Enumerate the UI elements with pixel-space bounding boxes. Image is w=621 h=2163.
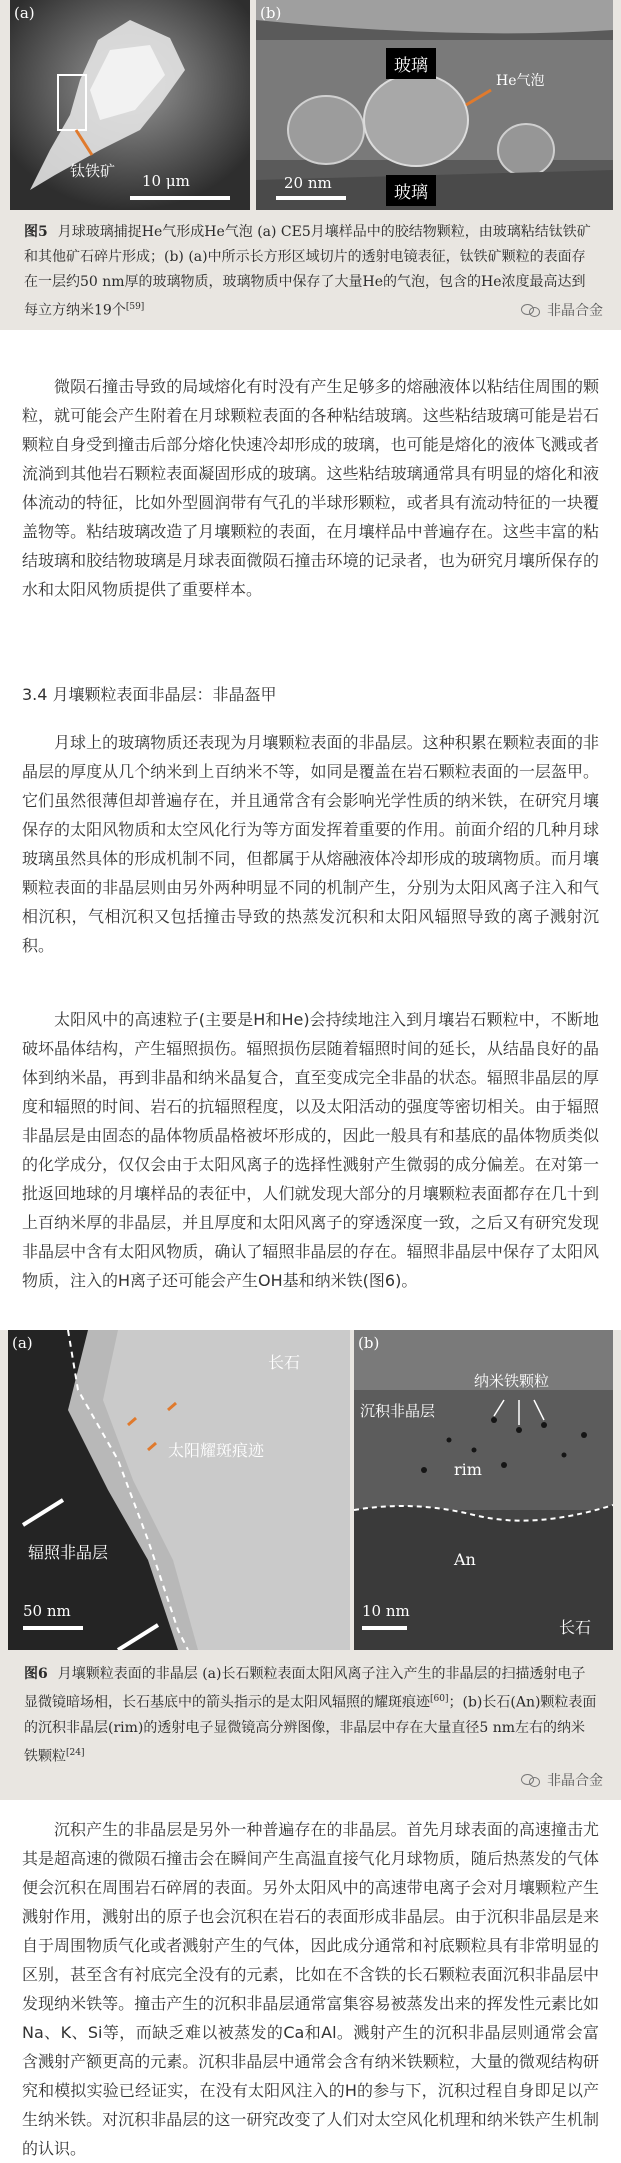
an-label: An (454, 1550, 476, 1569)
glass-label-top: 玻璃 (386, 48, 436, 79)
figure-number-6: 图6 (24, 1666, 48, 1682)
ilmenite-label: 钛铁矿 (70, 162, 116, 180)
figure-5 (0, 0, 621, 330)
scale-bar-label-6b: 10 nm (362, 1602, 410, 1620)
figure-6 (0, 1330, 621, 1800)
glass-label-bottom: 玻璃 (386, 175, 436, 206)
he-bubble-label: He气泡 (496, 73, 545, 89)
figure-6-caption (24, 1662, 597, 1769)
deposition-layer-label: 沉积非晶层 (360, 1402, 436, 1420)
scale-bar-label-b: 20 nm (284, 174, 332, 192)
figure-6-panel-a (8, 1330, 350, 1650)
caption-text-part1: 月壤颗粒表面的非晶层 (a)长石颗粒表面太阳风离子注入产生的非晶层的扫描透射电子显微镜暗场相，长石基底中的箭头指示的是太阳风辐照的耀斑痕迹 (24, 1666, 586, 1711)
feldspar-label-b: 长石 (559, 1618, 592, 1637)
citation-ref: [59] (125, 302, 145, 312)
panel-b-label-6: (b) (358, 1334, 380, 1352)
wechat-icon (521, 1773, 541, 1787)
figure-5-panel-a (10, 0, 250, 210)
nanophase-iron-label: 纳米铁颗粒 (474, 1372, 550, 1390)
caption-text-part2: ；(b)长石(An)颗粒表面的沉积非晶层(rim)的透射电子显微镜高分辨图像，非晶层中存在大量直径5 nm左右的纳米铁颗粒 (24, 1694, 597, 1765)
figure-5-caption (24, 220, 597, 324)
figure-5-panel-b (256, 0, 613, 210)
watermark-text: 非晶合金 (547, 303, 603, 319)
scale-bar-label: 10 μm (142, 172, 190, 190)
watermark-6 (521, 1770, 603, 1790)
citation-ref-1: [60] (430, 1694, 449, 1704)
section-heading: 3.4 月壤颗粒表面非晶层：非晶盔甲 (22, 685, 277, 704)
watermark (521, 300, 603, 320)
panel-a-label-6: (a) (12, 1334, 33, 1352)
paragraph-glass-adhesion: 微陨石撞击导致的局域熔化有时没有产生足够多的熔融液体以粘结住周围的颗粒，就可能会产生附着在月球颗粒表面的各种粘结玻璃。这些粘结玻璃可能是岩石颗粒自身受到撞击后部分熔化快速冷却形成的玻璃，也可能是熔化的液体飞溅或者流淌到其他岩石颗粒表面凝固形成的玻璃。这些粘结玻璃通常具有明显的熔化和液体流动的特征，比如外型圆润带有气孔的半球形颗粒，或者具有流动特征的一块覆盖物等。粘结玻璃改造了月壤颗粒的表面，在月壤样品中普遍存在。这些丰富的粘结玻璃和胶结物玻璃是月球表面微陨石撞击环境的记录者，也为研究月壤所保存的水和太阳风物质提供了重要样本。 (22, 377, 599, 599)
feldspar-label-a: 长石 (268, 1353, 301, 1372)
paragraph-solar-wind-irradiation: 太阳风中的高速粒子(主要是H和He)会持续地注入到月壤岩石颗粒中，不断地破坏晶体结构，产生辐照损伤。辐照损伤层随着辐照时间的延长，从结晶良好的晶体到纳米晶，再到非晶和纳米晶复合，直至变成完全非晶的状态。辐照非晶层的厚度和辐照的时间、岩石的抗辐照程度，以及太阳活动的强度等密切相关。由于辐照非晶层是由固态的晶体物质晶格被坏形成的，因此一般具有和基底的晶体物质类似的化学成分，仅仅会由于太阳风离子的选择性溅射产生微弱的成分偏差。在对第一批返回地球的月壤样品的表征中，人们就发现大部分的月壤颗粒表面都存在几十到上百纳米厚的非晶层，并且厚度和太阳风离子的穿透深度一致，之后又有研究发现非晶层中含有太阳风物质，确认了辐照非晶层的存在。辐照非晶层中保存了太阳风物质，注入的H离子还可能会产生OH基和纳米铁(图6)。 (22, 1010, 599, 1290)
panel-a-label: (a) (14, 4, 35, 22)
panel-b-label: (b) (260, 4, 282, 22)
caption-text: 月球玻璃捕捉He气形成He气泡 (a) CE5月壤样品中的胶结物颗粒，由玻璃粘结钛铁矿和其他矿石碎片形成；(b) (a)中所示长方形区域切片的透射电镜表征，钛铁矿颗粒的表面存在一层约50 nm厚的玻璃物质，玻璃物质中保存了大量He的气泡，包含的He浓度最高达到每立方纳米19个 (24, 224, 591, 319)
wechat-icon (521, 303, 541, 317)
citation-ref-2: [24] (66, 1747, 85, 1758)
scale-bar-label-6a: 50 nm (23, 1602, 71, 1620)
solar-flare-track-label: 太阳耀斑痕迹 (168, 1441, 265, 1460)
paragraph-amorphous-armor: 月球上的玻璃物质还表现为月壤颗粒表面的非晶层。这种积累在颗粒表面的非晶层的厚度从几个纳米到上百纳米不等，如同是覆盖在岩石颗粒表面的一层盔甲。它们虽然很薄但却普遍存在，并且通常含有会影响光学性质的纳米铁，在研究月壤保存的太阳风物质和太空风化行为等方面发挥着重要的作用。前面介绍的几种月球玻璃虽然具体的形成机制不同，但都属于从熔融液体冷却形成的玻璃物质。而月壤颗粒表面的非晶层则由另外两种明显不同的机制产生，分别为太阳风离子注入和气相沉积，气相沉积又包括撞击导致的热蒸发沉积和太阳风辐照导致的离子溅射沉积。 (22, 733, 599, 955)
rim-label: rim (454, 1460, 482, 1479)
watermark-text-6: 非晶合金 (547, 1773, 603, 1789)
paragraph-deposition-layer: 沉积产生的非晶层是另外一种普遍存在的非晶层。首先月球表面的高速撞击尤其是超高速的微陨石撞击会在瞬间产生高温直接气化月球物质，随后热蒸发的气体便会沉积在周围岩石碎屑的表面。另外太阳风中的高速带电离子会对月壤颗粒产生溅射作用，溅射出的原子也会沉积在岩石的表面形成非晶层。由于沉积非晶层是来自于周围物质气化或者溅射产生的气体，因此成分通常和衬底颗粒具有非常明显的区别，甚至含有衬底完全没有的元素，比如在不含铁的长石颗粒表面沉积非晶层中发现纳米铁等。撞击产生的沉积非晶层通常富集容易被蒸发出来的挥发性元素比如Na、K、Si等，而缺乏难以被蒸发的Ca和Al。溅射产生的沉积非晶层则通常会富含溅射产额更高的元素。沉积非晶层中通常会含有纳米铁颗粒，大量的微观结构研究和模拟实验已经证实，在没有太阳风注入的H的参与下，沉积过程自身即足以产生纳米铁。对沉积非晶层的这一研究改变了人们对太空风化机理和纳米铁产生机制的认识。 (22, 1820, 599, 2158)
figure-number: 图5 (24, 224, 48, 240)
figure-6-panel-b (354, 1330, 613, 1650)
irradiation-layer-label: 辐照非晶层 (28, 1543, 109, 1562)
sem-image-cementation-particle (10, 0, 250, 210)
